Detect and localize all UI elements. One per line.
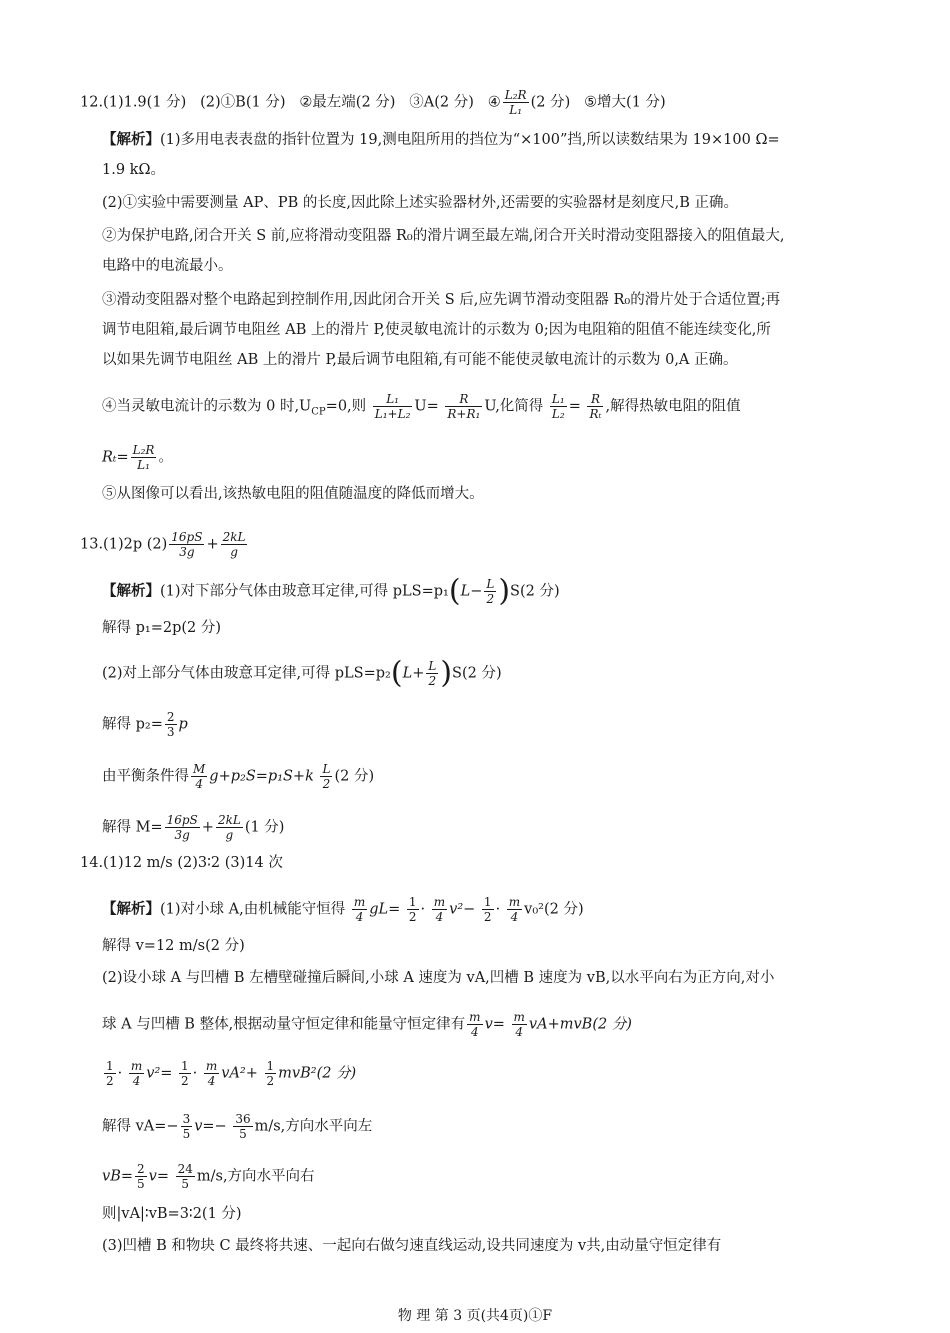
q14-l1: 【解析】(1)对小球 A,由机械能守恒得 $\frac{m}{4}$ gL= $\frac{1}{2}$ · $\frac{m}{4}$ v²− $\frac{1}{2}$ · $\frac{m}{4}$ v₀²(2 分) [102,895,584,924]
q12-jx5: ④当灵敏电流计的示数为 0 时$,U_{CP}=0$,则 $\frac{\text{L₁}}{\text{L₁+L₂}}$ U= $\frac{R}{\text{R+R₁}}$ U,化简得 $\frac{\text{L₁}}{\text{L₂}}$ = $\frac{R}{\text{Rₜ}}$ ,解得热敏电阻的阻值 [102,392,741,421]
q14-l3: (2)设小球 A 与凹槽 B 左槽壁碰撞后瞬间,小球 A 速度为 vA,凹槽 B 速度为 vB,以水平向右为正方向,对小 [102,970,775,986]
q12-jx2: (2)①实验中需要测量 AP、PB 的长度,因此除上述实验器材外,还需要的实验器材是刻度尺,B 正确。 [102,195,738,211]
q12-a2: (2)①B(1 分) [200,94,286,111]
q14-l2: 解得 v=12 m/s(2 分) [102,938,245,954]
q14-l5: $\frac{1}{2}$ · $\frac{m}{4}$ v²= $\frac{1}{2}$ · $\frac{m}{4}$ vA²+ $\frac{1}{2}$ mvB²(2 分) [106,1059,357,1088]
q12-jx6: ⑤从图像可以看出,该热敏电阻的阻值随温度的降低而增大。 [102,486,484,502]
q12-jx4b: 调节电阻箱,最后调节电阻丝 AB 上的滑片 P,使灵敏电流计的示数为 0;因为电阻箱的阻值不能连续变化,所 [102,322,771,338]
q13-answer: 13.(1)2p (2) $\frac{16pS}{3g}$ + $\frac{2kL}{g}$ [80,530,246,559]
q12-jx1b: 1.9 kΩ。 [102,162,165,178]
q14-l9: (3)凹槽 B 和物块 C 最终将共速、一起向右做匀速直线运动,设共同速度为 v共,由动量守恒定律有 [102,1238,722,1254]
q13-l6: 解得 M= $\frac{16pS}{3g}$ + $\frac{2kL}{g}$ (1 分) [102,813,285,842]
q13-l2: 解得 p₁=2p(2 分) [102,620,222,636]
q13-l4: 解得 p₂= $\frac{2}{3}$ p [102,710,188,739]
q14-l7: vB= $\frac{2}{5}$ v= $\frac{24}{5}$ m/s,方向水平向右 [102,1162,315,1191]
q14-l4: 球 A 与凹槽 B 整体,根据动量守恒定律和能量守恒定律有 $\frac{m}{4}$ v= $\frac{m}{4}$ vA+mvB(2 分) [102,1010,632,1039]
q13-l1: 【解析】(1)对下部分气体由玻意耳定律,可得 pLS=p₁(L− $\frac{L}{2}$ )S(2 分) [102,573,560,609]
q14-answer: 14.(1)12 m/s (2)3∶2 (3)14 次 [80,855,283,871]
q12-a6: ⑤增大(1 分) [584,94,666,111]
q12-jx3: ②为保护电路,闭合开关 S 前,应将滑动变阻器 R₀的滑片调至最左端,闭合开关时滑动变阻器接入的阻值最大, [102,228,785,244]
q13-l3: (2)对上部分气体由玻意耳定律,可得 pLS=p₂(L+ $\frac{L}{2}$ )S(2 分) [102,655,502,691]
q12-jx3b: 电路中的电流最小。 [102,258,233,274]
q12-a5-fraction: $\frac{\text{L₂R}}{\text{L₁}}$ [504,88,527,117]
q12-jx4c: 以如果先调节电阻丝 AB 上的滑片 P,最后调节电阻箱,有可能不能使灵敏电流计的示数为 0,A 正确。 [102,352,738,368]
q12-a1: 12.(1)1.9(1 分) [80,94,187,111]
q12-a5-post: (2 分) [530,94,571,111]
q14-l8: 则|vA|∶vB=3∶2(1 分) [102,1206,242,1222]
q12-answer [80,88,666,117]
q12-a3: ②最左端(2 分) [299,94,396,111]
q13-l5: 由平衡条件得 $\frac{M}{4}$ g+p₂S=p₁S+k $\frac{L}{2}$ (2 分) [102,762,375,791]
q12-jx1: 【解析】(1)多用电表表盘的指针位置为 19,测电阻所用的挡位为“×100”挡,所以读数结果为 19×100 Ω= [102,132,780,148]
q12-a4: ③A(2 分) [409,94,474,111]
q12-a5-pre: ④ [487,94,501,111]
q14-l6: 解得 vA=− $\frac{3}{5}$ v=− $\frac{36}{5}$ m/s,方向水平向左 [102,1112,373,1141]
q12-jx5-result: Rₜ= $\frac{\text{L₂R}}{\text{L₁}}$ 。 [102,443,173,472]
page-footer: 物 理 第 3 页(共4页)①F [397,1308,553,1324]
q12-jx4: ③滑动变阻器对整个电路起到控制作用,因此闭合开关 S 后,应先调节滑动变阻器 R₀的滑片处于合适位置;再 [102,292,781,308]
